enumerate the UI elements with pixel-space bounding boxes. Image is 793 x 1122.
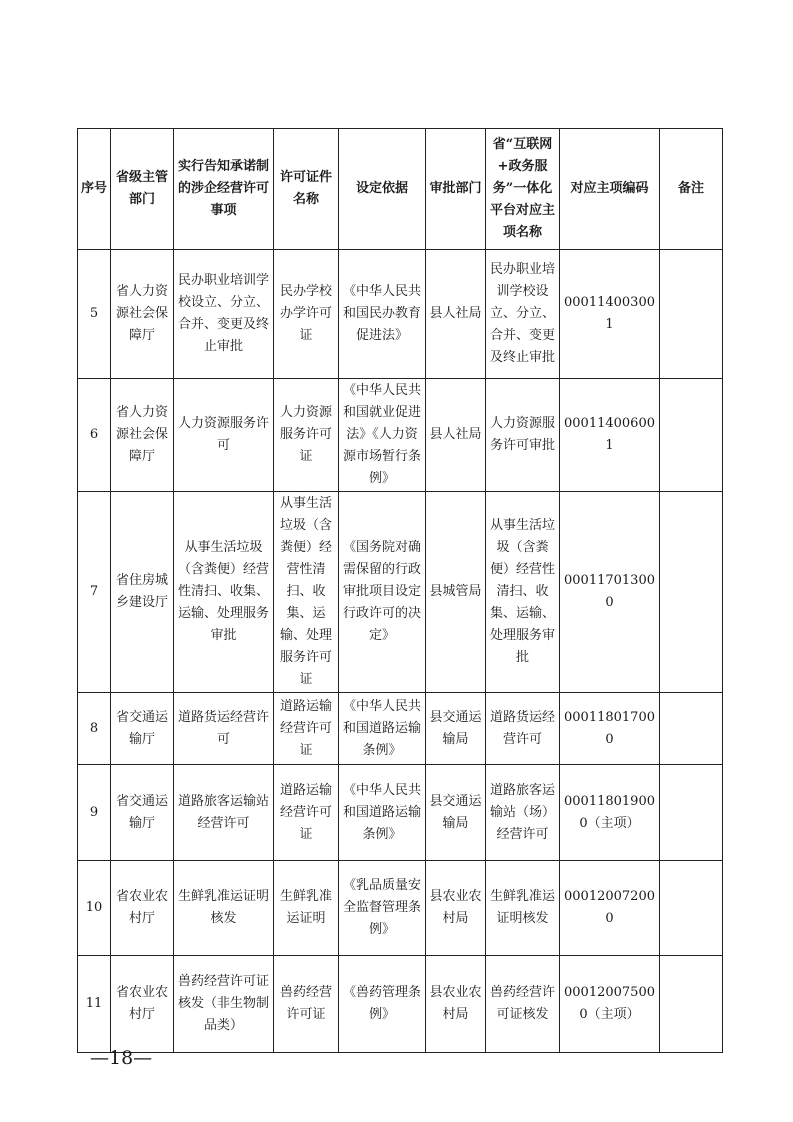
license-table: [77, 128, 723, 1053]
cell-approval-dept: 县农业农村局: [426, 861, 486, 956]
cell-platform-item: 道路旅客运输站（场）经营许可: [486, 765, 560, 861]
cell-approval-dept: 县城管局: [426, 492, 486, 693]
cell-basis: 《乳品质量安全监督管理条例》: [339, 861, 426, 956]
cell-matter: 生鲜乳准运证明核发: [174, 861, 274, 956]
cell-matter: 民办职业培训学校设立、分立、合并、变更及终止审批: [174, 250, 274, 379]
cell-platform-item: 生鲜乳准运证明核发: [486, 861, 560, 956]
table-row: [78, 693, 723, 765]
cell-matter: 道路旅客运输站经营许可: [174, 765, 274, 861]
header-index: 序号: [78, 129, 111, 250]
cell-index: 9: [78, 765, 111, 861]
cell-basis: 《兽药管理条例》: [339, 956, 426, 1053]
cell-remarks: [660, 765, 723, 861]
cell-license-name: 从事生活垃圾（含粪便）经营性清扫、收集、运输、处理服务许可证: [274, 492, 339, 693]
cell-index: 5: [78, 250, 111, 379]
cell-license-name: 道路运输经营许可证: [274, 765, 339, 861]
cell-item-code: 000118019000（主项）: [560, 765, 660, 861]
header-basis: 设定依据: [339, 129, 426, 250]
header-row: [78, 129, 723, 250]
header-item-code: 对应主项编码: [560, 129, 660, 250]
cell-item-code: 000118017000: [560, 693, 660, 765]
cell-license-name: 生鲜乳准运证明: [274, 861, 339, 956]
cell-index: 7: [78, 492, 111, 693]
cell-item-code: 000114006001: [560, 379, 660, 492]
cell-matter: 从事生活垃圾（含粪便）经营性清扫、收集、运输、处理服务审批: [174, 492, 274, 693]
cell-approval-dept: 县交通运输局: [426, 765, 486, 861]
cell-item-code: 000120075000（主项）: [560, 956, 660, 1053]
cell-license-name: 道路运输经营许可证: [274, 693, 339, 765]
cell-matter: 道路货运经营许可: [174, 693, 274, 765]
header-department: 省级主管部门: [111, 129, 174, 250]
cell-matter: 人力资源服务许可: [174, 379, 274, 492]
table-row: [78, 956, 723, 1053]
cell-platform-item: 人力资源服务许可审批: [486, 379, 560, 492]
cell-item-code: 000117013000: [560, 492, 660, 693]
cell-approval-dept: 县农业农村局: [426, 956, 486, 1053]
cell-remarks: [660, 250, 723, 379]
table-row: [78, 765, 723, 861]
header-approval-dept: 审批部门: [426, 129, 486, 250]
cell-department: 省住房城乡建设厅: [111, 492, 174, 693]
page-number: —18—: [90, 1047, 153, 1069]
cell-department: 省农业农村厅: [111, 956, 174, 1053]
table-row: [78, 492, 723, 693]
cell-index: 8: [78, 693, 111, 765]
cell-approval-dept: 县人社局: [426, 379, 486, 492]
cell-license-name: 兽药经营许可证: [274, 956, 339, 1053]
table-row: [78, 861, 723, 956]
cell-remarks: [660, 861, 723, 956]
cell-license-name: 人力资源服务许可证: [274, 379, 339, 492]
cell-basis: 《中华人民共和国道路运输条例》: [339, 693, 426, 765]
cell-department: 省人力资源社会保障厅: [111, 250, 174, 379]
header-platform-item: 省“互联网+政务服务”一体化平台对应主项名称: [486, 129, 560, 250]
cell-remarks: [660, 693, 723, 765]
cell-approval-dept: 县人社局: [426, 250, 486, 379]
table-row: [78, 379, 723, 492]
cell-department: 省人力资源社会保障厅: [111, 379, 174, 492]
cell-basis: 《国务院对确需保留的行政审批项目设定行政许可的决定》: [339, 492, 426, 693]
cell-platform-item: 从事生活垃圾（含粪便）经营性清扫、收集、运输、处理服务审批: [486, 492, 560, 693]
header-matter: 实行告知承诺制的涉企经营许可事项: [174, 129, 274, 250]
cell-remarks: [660, 379, 723, 492]
cell-department: 省交通运输厅: [111, 765, 174, 861]
header-remarks: 备注: [660, 129, 723, 250]
cell-license-name: 民办学校办学许可证: [274, 250, 339, 379]
cell-basis: 《中华人民共和国道路运输条例》: [339, 765, 426, 861]
cell-index: 6: [78, 379, 111, 492]
cell-remarks: [660, 956, 723, 1053]
cell-remarks: [660, 492, 723, 693]
cell-platform-item: 兽药经营许可证核发: [486, 956, 560, 1053]
cell-department: 省交通运输厅: [111, 693, 174, 765]
cell-platform-item: 民办职业培训学校设立、分立、合并、变更及终止审批: [486, 250, 560, 379]
cell-platform-item: 道路货运经营许可: [486, 693, 560, 765]
cell-approval-dept: 县交通运输局: [426, 693, 486, 765]
cell-matter: 兽药经营许可证核发（非生物制品类）: [174, 956, 274, 1053]
cell-index: 11: [78, 956, 111, 1053]
cell-index: 10: [78, 861, 111, 956]
cell-department: 省农业农村厅: [111, 861, 174, 956]
header-license-name: 许可证件名称: [274, 129, 339, 250]
cell-basis: 《中华人民共和国就业促进法》《人力资源市场暂行条例》: [339, 379, 426, 492]
table-row: [78, 250, 723, 379]
cell-item-code: 000120072000: [560, 861, 660, 956]
cell-basis: 《中华人民共和国民办教育促进法》: [339, 250, 426, 379]
cell-item-code: 000114003001: [560, 250, 660, 379]
